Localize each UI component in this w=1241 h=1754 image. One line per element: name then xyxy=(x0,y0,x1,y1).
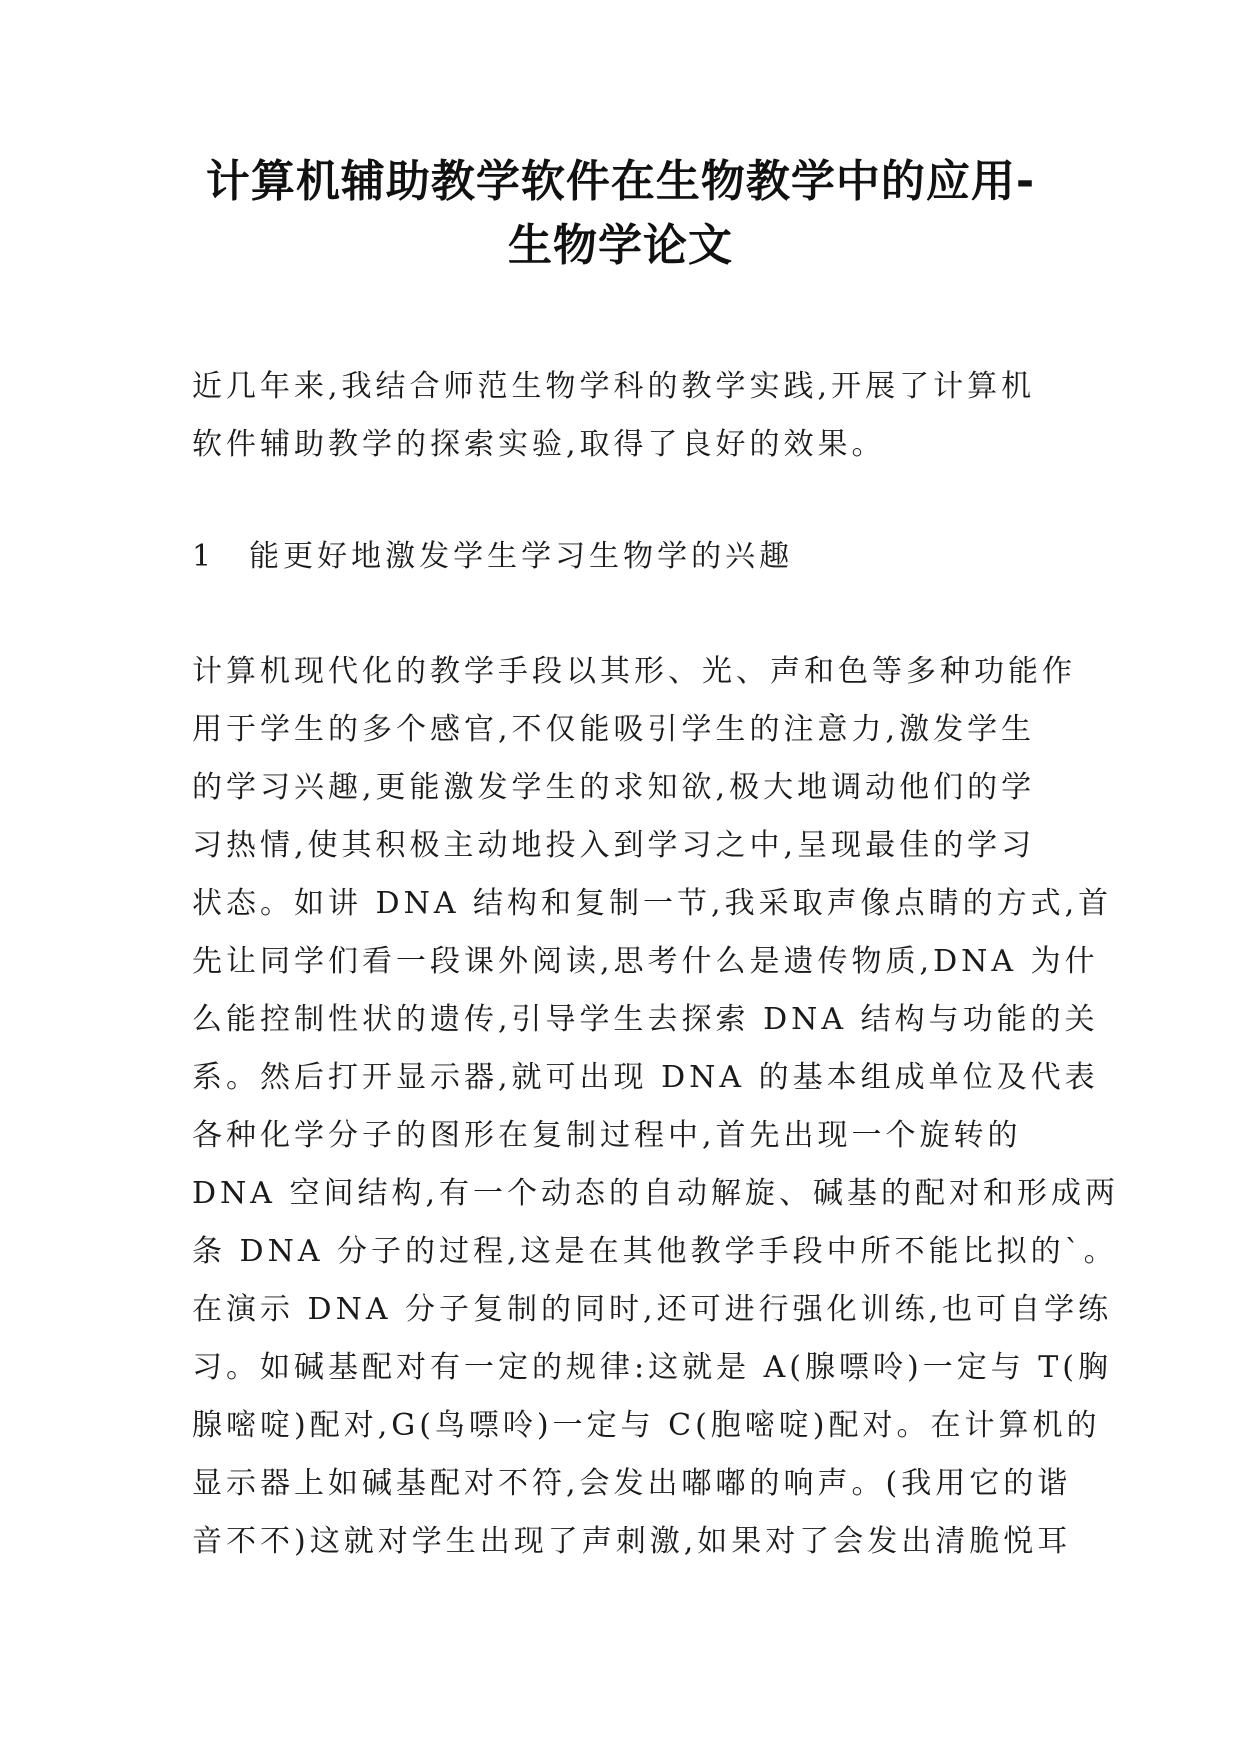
intro-line: 软件辅助教学的探索实验,取得了良好的效果。 xyxy=(192,427,886,462)
title-line-2: 生物学论文 xyxy=(508,220,733,271)
body-line: 用于学生的多个感官,不仅能吸引学生的注意力,激发学生 xyxy=(192,712,1036,747)
section-heading-text: 1 能更好地激发学生学习生物学的兴趣 xyxy=(192,539,794,574)
body-line: 状态。如讲 DNA 结构和复制一节,我采取声像点睛的方式,首 xyxy=(192,886,1113,921)
title-line-1: 计算机辅助教学软件在生物教学中的应用- xyxy=(205,156,1036,207)
body-line: 么能控制性状的遗传,引导学生去探索 DNA 结构与功能的关 xyxy=(192,1002,1099,1037)
body-line: 先让同学们看一段课外阅读,思考什么是遗传物质,DNA 为什 xyxy=(192,944,1099,979)
section-heading xyxy=(192,528,1052,586)
body-line: 计算机现代化的教学手段以其形、光、声和色等多种功能作 xyxy=(192,654,1076,689)
body-line: 在演示 DNA 分子复制的同时,还可进行强化训练,也可自学练 xyxy=(192,1292,1113,1327)
body-line: 系。然后打开显示器,就可出现 DNA 的基本组成单位及代表 xyxy=(192,1060,1099,1095)
body-line: 习。如碱基配对有一定的规律:这就是 A(腺嘌呤)一定与 T(胸 xyxy=(192,1350,1112,1385)
intro-paragraph xyxy=(192,358,1052,474)
body-line: 腺嘧啶)配对,G(鸟嘌呤)一定与 C(胞嘧啶)配对。在计算机的 xyxy=(192,1408,1101,1443)
body-line: 音不不)这就对学生出现了声刺激,如果对了会发出清脆悦耳 xyxy=(192,1524,1072,1559)
body-line: DNA 空间结构,有一个动态的自动解旋、碱基的配对和形成两 xyxy=(192,1176,1120,1211)
body-line: 习热情,使其积极主动地投入到学习之中,呈现最佳的学习 xyxy=(192,828,1036,863)
document-title xyxy=(150,150,1091,278)
body-line: 各种化学分子的图形在复制过程中,首先出现一个旋转的 xyxy=(192,1118,1022,1153)
intro-line: 近几年来,我结合师范生物学科的教学实践,开展了计算机 xyxy=(192,369,1036,404)
body-line: 的学习兴趣,更能激发学生的求知欲,极大地调动他们的学 xyxy=(192,770,1036,805)
body-paragraph xyxy=(192,643,1120,1571)
body-line: 条 DNA 分子的过程,这是在其他教学手段中所不能比拟的`。 xyxy=(192,1234,1118,1269)
body-line: 显示器上如碱基配对不符,会发出嘟嘟的响声。(我用它的谐 xyxy=(192,1466,1072,1501)
